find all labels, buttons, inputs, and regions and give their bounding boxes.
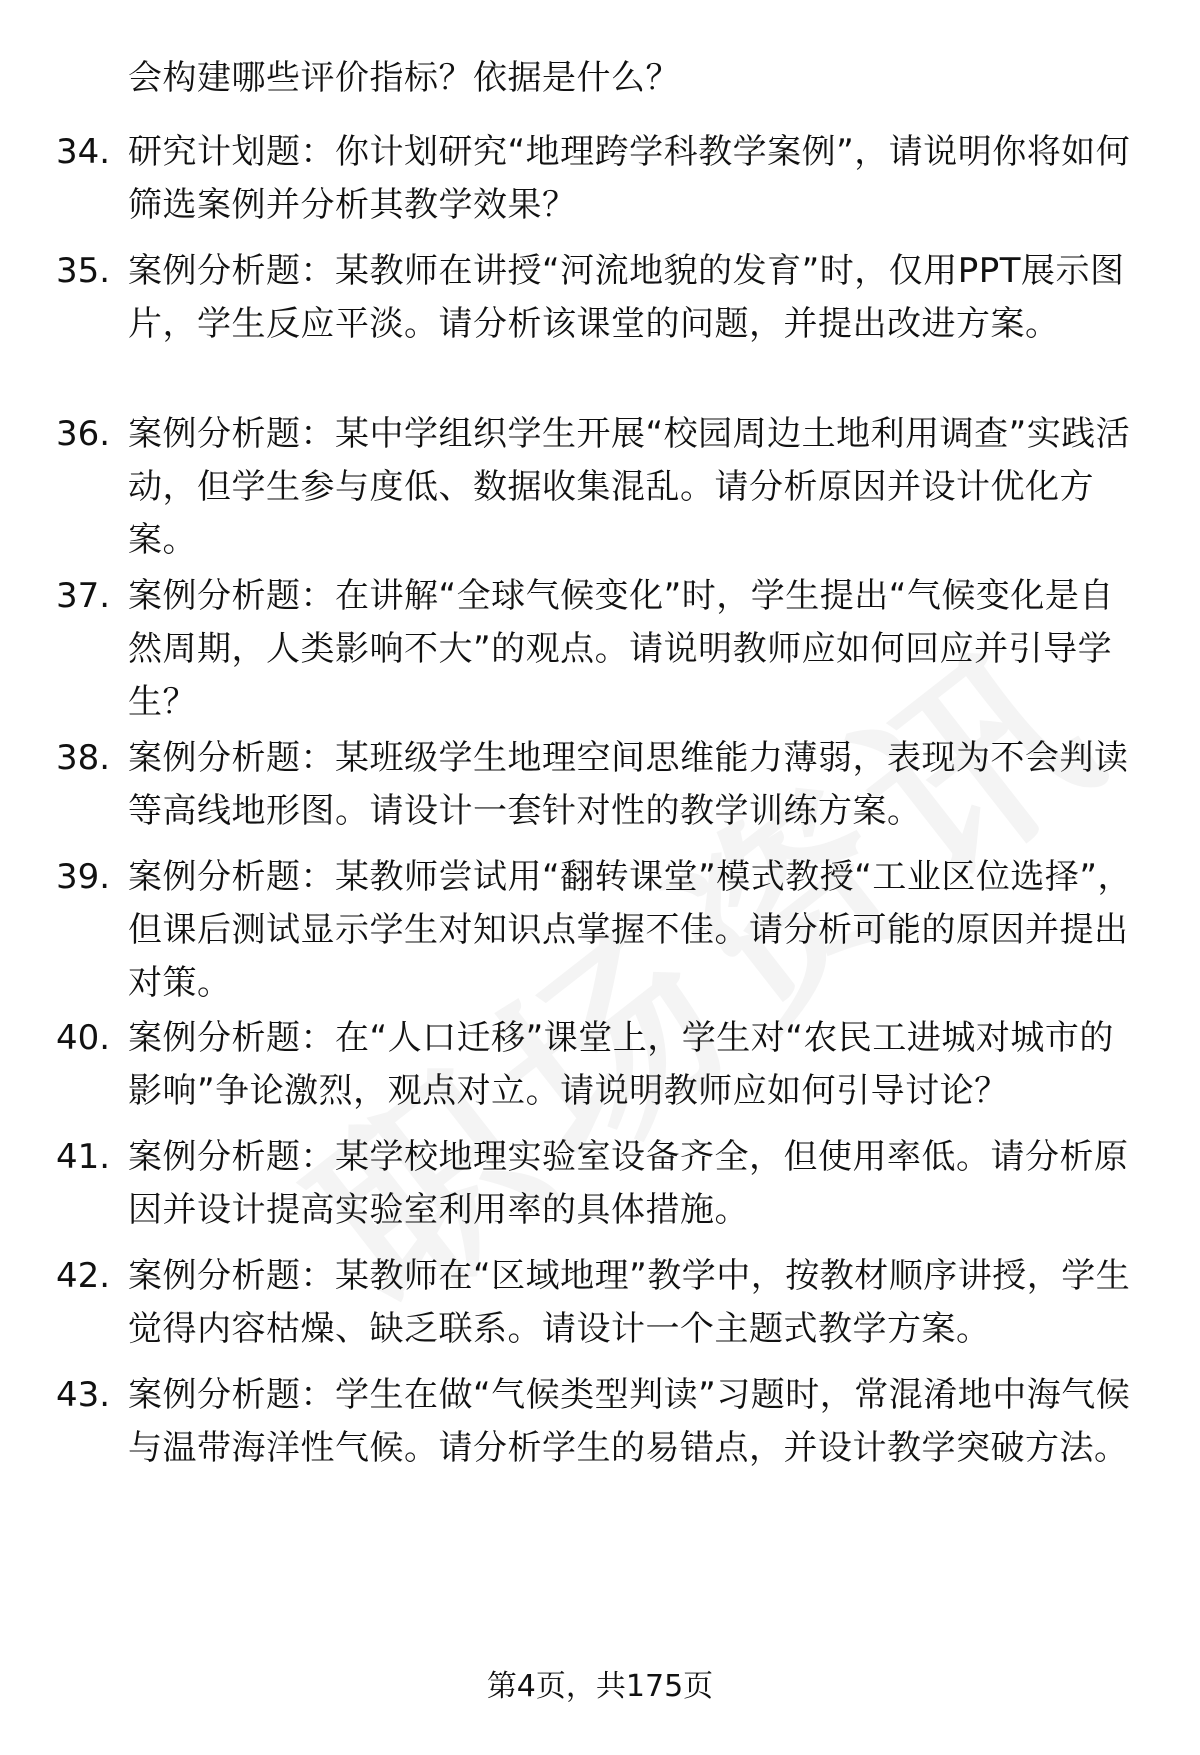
question-number: 34. — [56, 132, 111, 172]
question-35 — [56, 245, 1146, 351]
question-43 — [56, 1369, 1146, 1475]
question-42 — [56, 1250, 1146, 1356]
question-text: 案例分析题：学生在做“气候类型判读”习题时，常混淆地中海气候与温带海洋性气候。请分析学生的易错点，并设计教学突破方法。 — [128, 1375, 1131, 1468]
question-text: 案例分析题：某班级学生地理空间思维能力薄弱，表现为不会判读等高线地形图。请设计一套针对性的教学训练方案。 — [128, 738, 1129, 831]
question-34 — [56, 126, 1146, 232]
question-36 — [56, 408, 1146, 567]
question-text: 案例分析题：某教师在讲授“河流地貌的发育”时，仅用PPT展示图片，学生反应平淡。请分析该课堂的问题，并提出改进方案。 — [128, 251, 1125, 344]
question-number: 38. — [56, 738, 111, 778]
question-number: 40. — [56, 1018, 111, 1058]
question-number: 39. — [56, 857, 111, 897]
question-37 — [56, 570, 1146, 729]
question-41 — [56, 1131, 1146, 1237]
continued-question-text: 会构建哪些评价指标？依据是什么？ — [128, 58, 680, 98]
question-40 — [56, 1012, 1146, 1118]
question-text: 案例分析题：在“人口迁移”课堂上，学生对“农民工进城对城市的影响”争论激烈，观点对立。请说明教师应如何引导讨论？ — [128, 1018, 1114, 1111]
question-number: 42. — [56, 1256, 111, 1296]
question-text: 研究计划题：你计划研究“地理跨学科教学案例”，请说明你将如何筛选案例并分析其教学效果？ — [128, 132, 1131, 225]
question-number: 43. — [56, 1375, 111, 1415]
question-39 — [56, 851, 1146, 1010]
question-text: 案例分析题：在讲解“全球气候变化”时，学生提出“气候变化是自然周期，人类影响不大”的观点。请说明教师应如何回应并引导学生？ — [128, 576, 1114, 722]
question-number: 36. — [56, 414, 111, 454]
question-38 — [56, 732, 1146, 838]
question-number: 35. — [56, 251, 111, 291]
question-number: 37. — [56, 576, 111, 616]
question-text: 案例分析题：某教师尝试用“翻转课堂”模式教授“工业区位选择”，但课后测试显示学生对知识点掌握不佳。请分析可能的原因并提出对策。 — [128, 857, 1132, 1003]
page-number-footer: 第4页，共175页 — [486, 1669, 714, 1704]
question-text: 案例分析题：某中学组织学生开展“校园周边土地利用调查”实践活动，但学生参与度低、数据收集混乱。请分析原因并设计优化方案。 — [128, 414, 1131, 560]
question-number: 41. — [56, 1137, 111, 1177]
question-text: 案例分析题：某教师在“区域地理”教学中，按教材顺序讲授，学生觉得内容枯燥、缺乏联系。请设计一个主题式教学方案。 — [128, 1256, 1131, 1349]
question-text: 案例分析题：某学校地理实验室设备齐全，但使用率低。请分析原因并设计提高实验室利用率的具体措施。 — [128, 1137, 1129, 1230]
